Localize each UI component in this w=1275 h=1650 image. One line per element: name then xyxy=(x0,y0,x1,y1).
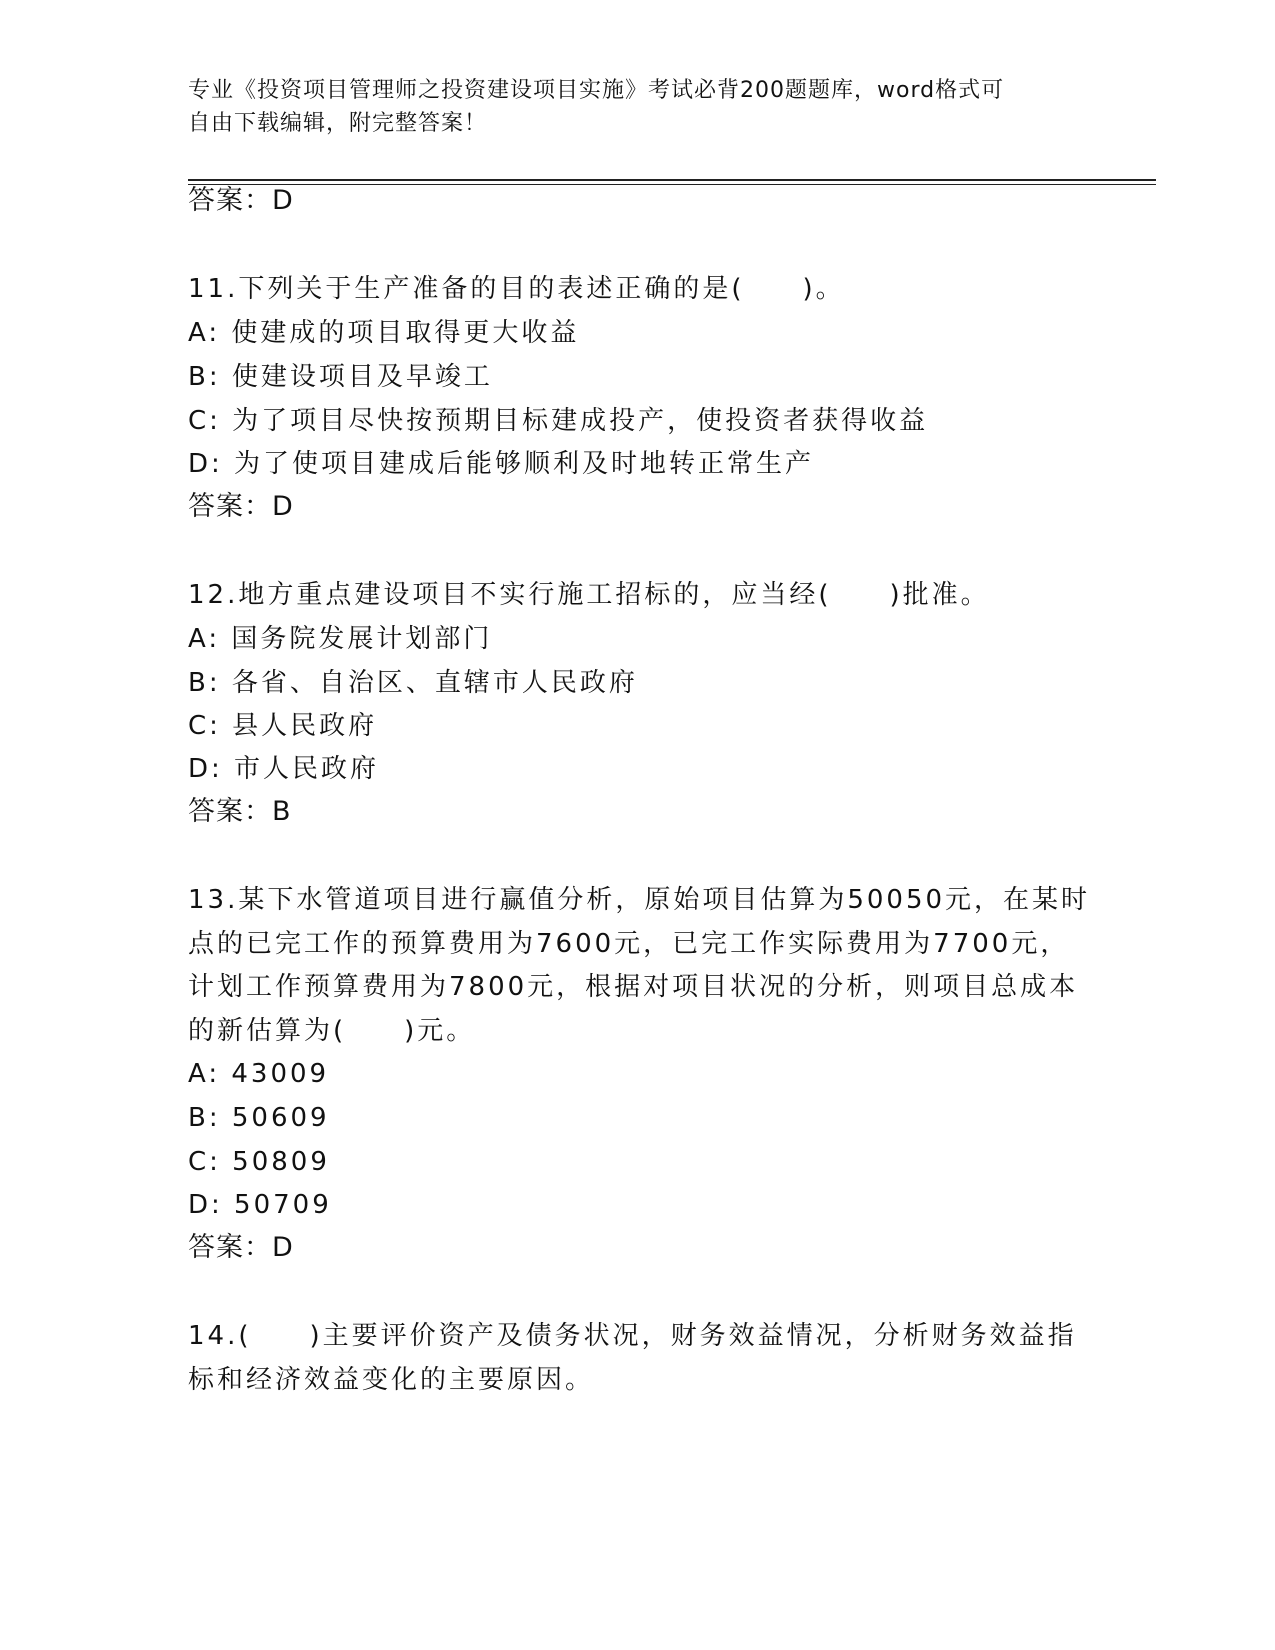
question-11-stem: 11.下列关于生产准备的目的表述正确的是( )。 xyxy=(188,274,845,304)
question-12-stem: 12.地方重点建设项目不实行施工招标的，应当经( )批准。 xyxy=(188,580,990,610)
header-divider-thick xyxy=(188,179,1156,181)
question-14-stem-line-1: 14.( )主要评价资产及债务状况，财务效益情况，分析财务效益指 xyxy=(188,1321,1077,1351)
question-11-answer: 答案：D xyxy=(188,491,294,522)
question-13-option-a: A: 43009 xyxy=(188,1059,330,1089)
question-13-stem-line-3: 计划工作预算费用为7800元，根据对项目状况的分析，则项目总成本 xyxy=(188,972,1079,1002)
question-11-option-b: B: 使建设项目及早竣工 xyxy=(188,362,493,392)
question-13-option-d: D: 50709 xyxy=(188,1190,332,1220)
question-11-option-c: C: 为了项目尽快按预期目标建成投产，使投资者获得收益 xyxy=(188,406,929,436)
question-12-option-b: B: 各省、自治区、直辖市人民政府 xyxy=(188,668,638,698)
header-divider-thin xyxy=(188,184,1156,185)
question-12-option-d: D: 市人民政府 xyxy=(188,754,380,784)
question-14-stem-line-2: 标和经济效益变化的主要原因。 xyxy=(188,1365,595,1395)
question-13-answer: 答案：D xyxy=(188,1232,294,1263)
question-12-option-a: A: 国务院发展计划部门 xyxy=(188,624,493,654)
question-13-stem-line-1: 13.某下水管道项目进行赢值分析，原始项目估算为50050元，在某时 xyxy=(188,885,1091,915)
question-13-option-c: C: 50809 xyxy=(188,1147,330,1177)
question-13-stem-line-4: 的新估算为( )元。 xyxy=(188,1016,476,1046)
question-11-option-d: D: 为了使项目建成后能够顺利及时地转正常生产 xyxy=(188,449,815,479)
header-line-2: 自由下载编辑，附完整答案！ xyxy=(188,111,488,136)
question-12-option-c: C: 县人民政府 xyxy=(188,711,378,741)
question-11-option-a: A: 使建成的项目取得更大收益 xyxy=(188,318,580,348)
document-header xyxy=(188,74,1068,140)
question-13-option-b: B: 50609 xyxy=(188,1103,330,1133)
question-13-stem-line-2: 点的已完工作的预算费用为7600元，已完工作实际费用为7700元， xyxy=(188,929,1070,959)
previous-answer: 答案：D xyxy=(188,185,294,216)
question-12-answer: 答案：B xyxy=(188,796,292,827)
header-line-1: 专业《投资项目管理师之投资建设项目实施》考试必背200题题库，word格式可 xyxy=(188,78,1005,103)
